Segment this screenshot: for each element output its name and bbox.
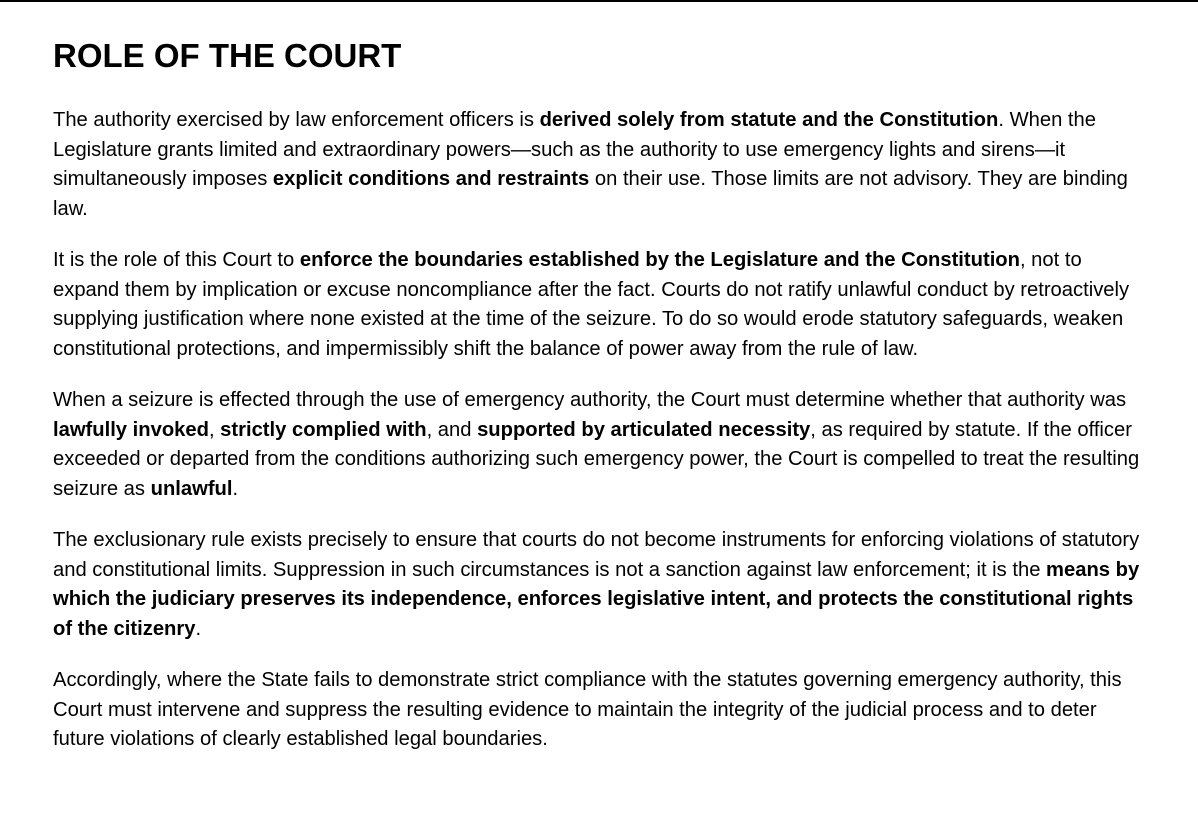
paragraph-exclusionary-rule [53,526,1153,644]
emphasis-run: strictly complied with [220,418,427,441]
text-run: , and [426,418,478,441]
text-run: . [195,617,202,640]
paragraph-emergency-seizure [53,386,1153,504]
top-border-rule [0,0,1198,2]
emphasis-run: derived solely from statute and the Constitution [539,109,999,131]
paragraph-authority [53,106,1153,224]
emphasis-run: enforce the boundaries established by the Legislature and the Constitution [299,249,1020,271]
text-run: on their use. Those limits are not advisory. They are binding law. [53,168,1128,220]
emphasis-run: supported by articulated necessity [477,418,811,441]
emphasis-run: unlawful [150,477,233,500]
text-run: Accordingly, where the State fails to demonstrate strict compliance with the statutes governing emergency authority, this Court must intervene and suppress the resulting evidence to maintain the integrity of the judicial process and to deter future violations of clearly established legal boundaries. [53,669,1122,750]
paragraph-court-role [53,246,1153,364]
text-run: , not to expand them by implication or excuse noncompliance after the fact. Courts do not ratify unlawful conduct by retroactively supplying justification where none existed at the time of the seizure. To do so would erode statutory safeguards, weaken constitutional protections, and impermissibly shift the balance of power away from the rule of law. [53,249,1130,360]
text-run: , as required by statute. If the officer exceeded or departed from the conditions authorizing such emergency power, the Court is compelled to treat the resulting seizure as [53,418,1140,500]
text-run: The exclusionary rule exists precisely to ensure that courts do not become instruments for enforcing violations of statutory and constitutional limits. Suppression in such circumstances is not a sanction against law enforcement; it is the [53,529,1140,581]
text-run: , [208,418,221,441]
paragraph-conclusion [53,666,1153,755]
emphasis-run: lawfully invoked [53,418,209,441]
text-run: It is the role of this Court to [53,249,300,271]
document-body [53,34,1153,777]
document-title: ROLE OF THE COURT [53,37,402,74]
emphasis-run: explicit conditions and restraints [272,168,590,190]
text-run: . When the Legislature grants limited and extraordinary powers—such as the authority to use emergency lights and sirens—it simultaneously imposes [53,109,1096,190]
emphasis-run: means by which the judiciary preserves its independence, enforces legislative intent, and protects the constitutional rights of the citizenry [53,558,1140,640]
text-run: When a seizure is effected through the use of emergency authority, the Court must determine whether that authority was [53,389,1127,411]
text-run: . [232,477,239,500]
text-run: The authority exercised by law enforcement officers is [53,109,540,131]
